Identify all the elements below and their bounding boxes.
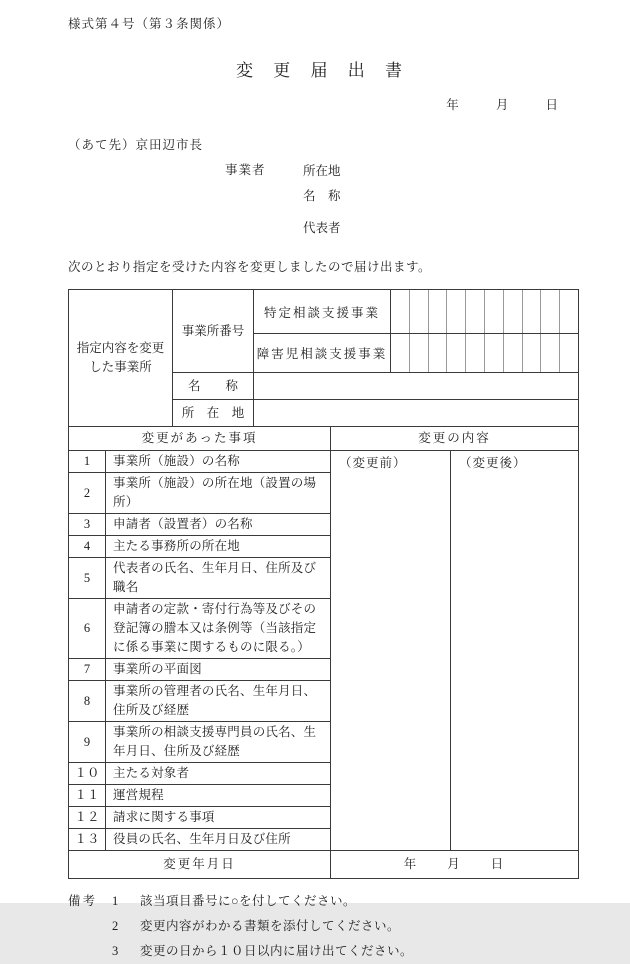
digit-box[interactable] [540, 334, 559, 372]
applicant-block [225, 159, 578, 241]
item-number[interactable]: １０ [69, 763, 106, 785]
digit-box[interactable] [409, 290, 428, 333]
addressee: （あて先）京田辺市長 [68, 138, 204, 152]
office-number-label: 事業所番号 [173, 290, 254, 373]
item-text: 主たる事務所の所在地 [106, 536, 331, 558]
change-date-label: 変更年月日 [69, 851, 331, 879]
office-number-digits-specified[interactable] [391, 290, 579, 334]
change-date-value[interactable]: 年 月 日 [331, 851, 579, 879]
digit-box[interactable] [522, 334, 541, 372]
note-number: 1 [112, 894, 119, 908]
item-number[interactable]: 2 [69, 473, 106, 514]
applicant-field-address: 所在地 [303, 164, 341, 178]
item-number[interactable]: 5 [69, 558, 106, 599]
item-number[interactable]: 4 [69, 536, 106, 558]
digit-box[interactable] [428, 334, 447, 372]
note-number: 2 [112, 919, 119, 933]
digit-box[interactable] [409, 334, 428, 372]
item-number[interactable]: １３ [69, 829, 106, 851]
office-row-label: 指定内容を変更 した事業所 [69, 290, 173, 427]
digit-box[interactable] [446, 334, 465, 372]
date-year-label: 年 [446, 98, 459, 112]
items-header: 変更があった事項 [69, 427, 331, 451]
item-text: 主たる対象者 [106, 763, 331, 785]
item-number[interactable]: １１ [69, 785, 106, 807]
office-address-input[interactable] [254, 400, 579, 427]
change-after-cell[interactable]: （変更後） [451, 451, 579, 851]
applicant-label: 事業者 [225, 163, 266, 177]
notes-indent [68, 939, 112, 964]
digit-box[interactable] [391, 334, 409, 372]
note-text: 変更の日から１０日以内に届け出てください。 [140, 944, 414, 958]
service-label-child-consultation: 障害児相談支援事業 [254, 334, 391, 373]
item-text: 請求に関する事項 [106, 807, 331, 829]
item-number[interactable]: 7 [69, 659, 106, 681]
item-text: 事業所の相談支援専門員の氏名、生年月日、住所及び経歴 [106, 722, 331, 763]
digit-box[interactable] [446, 290, 465, 333]
items-body [69, 451, 579, 851]
applicant-field-name: 名 称 [303, 189, 341, 203]
changes-table [68, 426, 579, 879]
note-number: 3 [112, 944, 119, 958]
item-number[interactable]: 3 [69, 514, 106, 536]
digit-box[interactable] [465, 334, 484, 372]
item-text: 運営規程 [106, 785, 331, 807]
note-text: 変更内容がわかる書類を添付してください。 [140, 919, 401, 933]
note-row [68, 889, 578, 914]
item-text: 代表者の氏名、生年月日、住所及び職名 [106, 558, 331, 599]
item-text: 申請者の定款・寄付行為等及びその登記簿の謄本又は条例等（当該指定に係る事業に関するものに限る。） [106, 599, 331, 659]
item-number[interactable]: 6 [69, 599, 106, 659]
change-item-row [69, 451, 579, 473]
note-row [68, 939, 578, 964]
digit-box[interactable] [503, 334, 522, 372]
digit-box[interactable] [484, 290, 503, 333]
item-number[interactable]: １２ [69, 807, 106, 829]
date-month-label: 月 [495, 98, 509, 112]
item-number[interactable]: 9 [69, 722, 106, 763]
date-day-label: 日 [545, 98, 558, 112]
item-text: 申請者（設置者）の名称 [106, 514, 331, 536]
digit-box[interactable] [522, 290, 541, 333]
item-text: 事業所の管理者の氏名、生年月日、住所及び経歴 [106, 681, 331, 722]
item-text: 役員の氏名、生年月日及び住所 [106, 829, 331, 851]
office-name-label: 名 称 [173, 373, 254, 400]
digit-box[interactable] [503, 290, 522, 333]
applicant-field-representative: 代表者 [303, 221, 341, 235]
content-header: 変更の内容 [331, 427, 579, 451]
office-number-digits-child[interactable] [391, 334, 579, 373]
digit-box[interactable] [559, 334, 578, 372]
item-number[interactable]: 1 [69, 451, 106, 473]
office-address-label: 所 在 地 [173, 400, 254, 427]
item-text: 事業所（施設）の所在地（設置の場所） [106, 473, 331, 514]
item-text: 事業所（施設）の名称 [106, 451, 331, 473]
office-info-table [68, 289, 579, 427]
date-line [68, 95, 578, 113]
page-title: 変 更 届 出 書 [236, 61, 410, 80]
notes-label: 備考 [68, 894, 98, 908]
form-code: 様式第４号（第３条関係） [68, 17, 231, 31]
digit-box[interactable] [391, 290, 409, 333]
note-row [68, 914, 578, 939]
digit-box[interactable] [559, 290, 578, 333]
item-text: 事業所の平面図 [106, 659, 331, 681]
item-number[interactable]: 8 [69, 681, 106, 722]
digit-box[interactable] [428, 290, 447, 333]
note-text: 該当項目番号に○を付してください。 [140, 894, 357, 908]
digit-box[interactable] [540, 290, 559, 333]
intro-sentence: 次のとおり指定を受けた内容を変更しましたので届け出ます。 [68, 260, 432, 274]
office-name-input[interactable] [254, 373, 579, 400]
digit-box[interactable] [484, 334, 503, 372]
digit-box[interactable] [465, 290, 484, 333]
change-before-cell[interactable]: （変更前） [331, 451, 451, 851]
service-label-specified-consultation: 特定相談支援事業 [254, 290, 391, 334]
notes-indent [68, 914, 112, 939]
notes-block [68, 889, 578, 964]
